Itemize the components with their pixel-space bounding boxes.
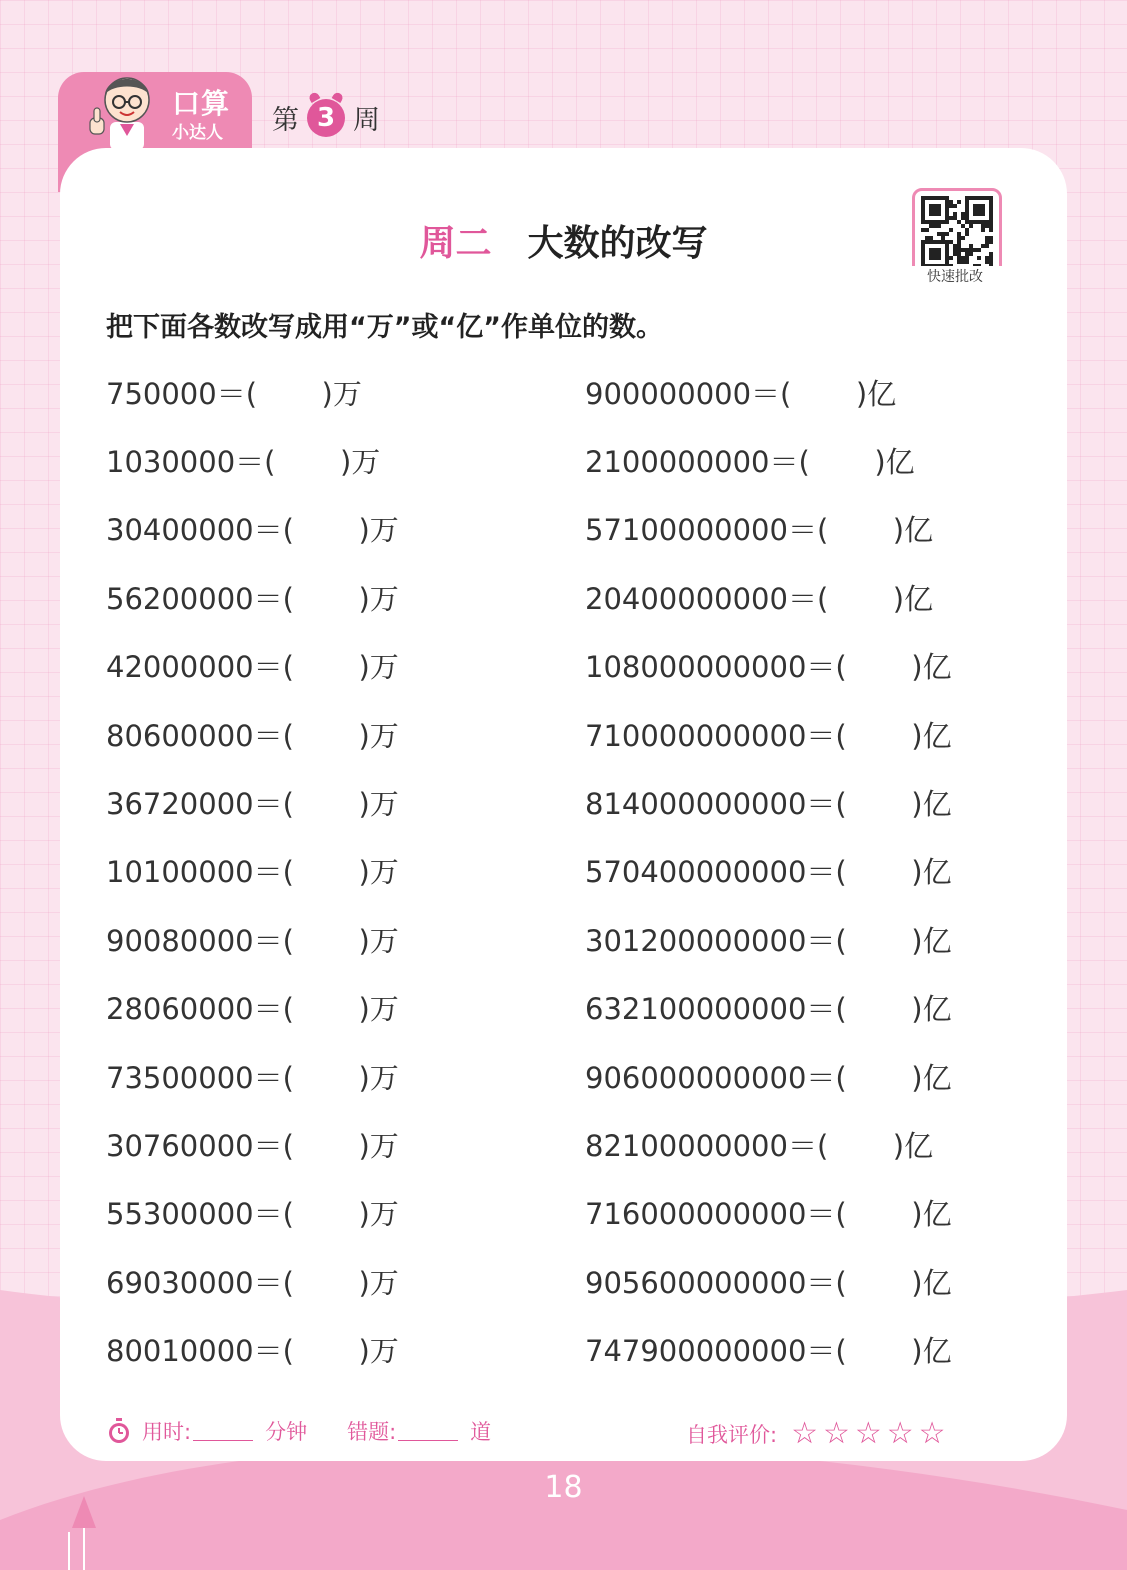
week-indicator [272, 98, 380, 137]
right-exercise[interactable]: 108000000000＝( )亿 [585, 650, 952, 685]
title-day: 周二 [419, 223, 492, 264]
left-exercise[interactable]: 10100000＝( )万 [106, 855, 399, 890]
tree-icon [54, 1492, 100, 1570]
errors-blank[interactable] [398, 1422, 458, 1441]
right-exercise[interactable]: 2100000000＝( )亿 [585, 445, 915, 480]
right-exercise[interactable]: 82100000000＝( )亿 [585, 1128, 934, 1163]
right-exercise[interactable]: 632100000000＝( )亿 [585, 992, 952, 1027]
left-exercise[interactable]: 1030000＝( )万 [106, 445, 381, 480]
title-topic: 大数的改写 [527, 223, 708, 264]
right-exercise[interactable]: 906000000000＝( )亿 [585, 1060, 952, 1095]
left-exercise[interactable]: 69030000＝( )万 [106, 1265, 399, 1300]
stopwatch-icon [106, 1418, 132, 1444]
brand-title: 口算 [172, 87, 231, 120]
week-number-badge: 3 [307, 99, 345, 137]
rating-stars[interactable]: ☆☆☆☆☆ [791, 1416, 951, 1451]
left-column [106, 358, 399, 1384]
left-exercise[interactable]: 73500000＝( )万 [106, 1060, 399, 1095]
qr-code-icon [921, 196, 993, 268]
left-exercise[interactable]: 30400000＝( )万 [106, 513, 399, 548]
right-exercise[interactable]: 20400000000＝( )亿 [585, 581, 934, 616]
week-prefix: 第 [272, 105, 299, 136]
right-exercise[interactable]: 905600000000＝( )亿 [585, 1265, 952, 1300]
left-exercise[interactable]: 80010000＝( )万 [106, 1334, 399, 1369]
right-exercise[interactable]: 747900000000＝( )亿 [585, 1334, 952, 1369]
instruction: 把下面各数改写成用“万”或“亿”作单位的数。 [106, 312, 663, 343]
page-number: 18 [544, 1470, 583, 1505]
time-label: 用时: [142, 1420, 192, 1444]
right-exercise[interactable]: 716000000000＝( )亿 [585, 1197, 952, 1232]
time-blank[interactable] [193, 1422, 253, 1441]
left-exercise[interactable]: 30760000＝( )万 [106, 1128, 399, 1163]
right-exercise[interactable]: 710000000000＝( )亿 [585, 718, 952, 753]
left-exercise[interactable]: 80600000＝( )万 [106, 718, 399, 753]
footer-stats [106, 1416, 491, 1446]
qr-label: 快速批改 [908, 266, 1002, 286]
right-exercise[interactable]: 301200000000＝( )亿 [585, 923, 952, 958]
rating-label: 自我评价: [686, 1422, 778, 1447]
week-suffix: 周 [353, 105, 380, 136]
self-evaluation [686, 1416, 951, 1451]
time-unit: 分钟 [265, 1420, 308, 1444]
brand-subtitle: 小达人 [172, 123, 223, 143]
right-exercise[interactable]: 900000000＝( )亿 [585, 376, 897, 411]
left-exercise[interactable]: 42000000＝( )万 [106, 650, 399, 685]
left-exercise[interactable]: 56200000＝( )万 [106, 581, 399, 616]
right-exercise[interactable]: 814000000000＝( )亿 [585, 787, 952, 822]
right-column [585, 358, 952, 1384]
errors-label: 错题: [347, 1420, 397, 1444]
right-exercise[interactable]: 570400000000＝( )亿 [585, 855, 952, 890]
left-exercise[interactable]: 55300000＝( )万 [106, 1197, 399, 1232]
left-exercise[interactable]: 36720000＝( )万 [106, 787, 399, 822]
left-exercise[interactable]: 28060000＝( )万 [106, 992, 399, 1027]
left-exercise[interactable]: 90080000＝( )万 [106, 923, 399, 958]
right-exercise[interactable]: 57100000000＝( )亿 [585, 513, 934, 548]
errors-unit: 道 [470, 1420, 492, 1444]
left-exercise[interactable]: 750000＝( )万 [106, 376, 362, 411]
mascot-icon [80, 70, 170, 150]
